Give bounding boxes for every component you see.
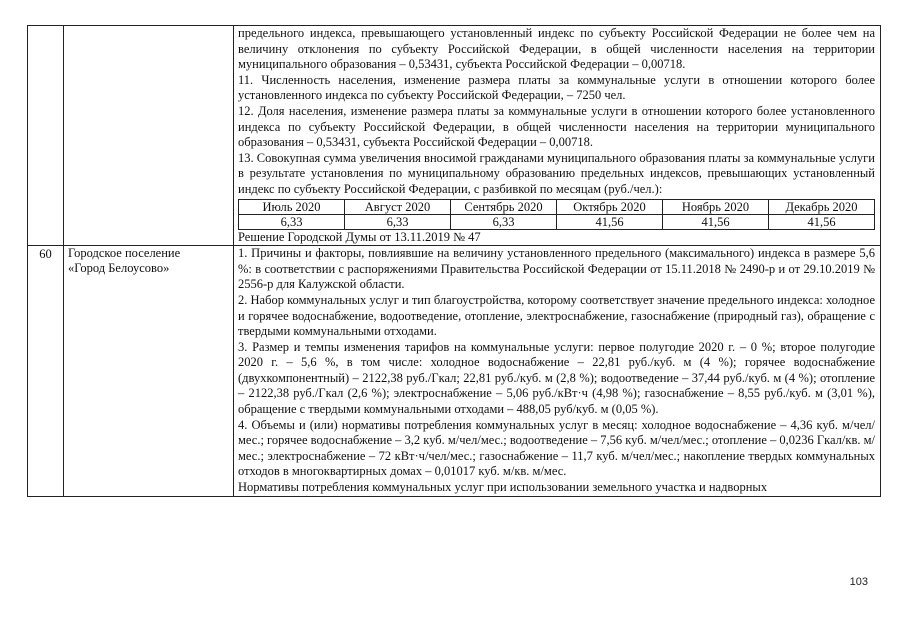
details-cell	[234, 26, 881, 246]
month-value: 41,56	[769, 214, 875, 229]
paragraph-13: 13. Совокупная сумма увеличения вносимой гражданами муниципального образования платы за коммунальные услуги в результате установления по муниципальному образованию предельных индексов, превышающих установленный индекс по субъекту Российской Федерации, с разбивкой по месяцам (руб./чел.):	[238, 150, 875, 196]
council-decision-reference: Решение Городской Думы от 13.11.2019 № 47	[238, 229, 481, 244]
months-value-row	[239, 214, 875, 229]
details-cell	[234, 246, 881, 497]
paragraph-2: 2. Набор коммунальных услуг и тип благоустройства, которому соответствует значение предельного индекса: холодное и горячее водоснабжение, водоотведение, отопление, электроснабжение, газоснабжение (природный газ), обращение с твердыми коммунальными отходами.	[238, 292, 875, 339]
monthly-increase-table	[238, 199, 875, 230]
paragraph-1: 1. Причины и факторы, повлиявшие на величину установленного предельного (максимального) индекса в размере 5,6 %: в соответствии с распоряжениями Правительства Российской Федерации от 15.11.2018 № 2490-р и от 29.10.2019 № 2556-р для Калужской области.	[238, 246, 875, 292]
municipal-index-table	[27, 25, 881, 497]
paragraph-12: 12. Доля населения, изменение размера платы за коммунальные услуги в отношении которого более установленного индекса по субъекту Российской Федерации, в общей численности населения на территории муниципального образования – 0,53431, субъекта Российской Федерации – 0,00718.	[238, 103, 875, 150]
municipality-name-line-2: «Город Белоусово»	[68, 261, 170, 276]
month-header: Ноябрь 2020	[663, 199, 769, 214]
document-table-wrapper	[27, 25, 881, 497]
month-header: Декабрь 2020	[769, 199, 875, 214]
month-header: Август 2020	[345, 199, 451, 214]
month-value: 6,33	[451, 214, 557, 229]
row-number-cell	[28, 246, 64, 497]
paragraph-5-start: Нормативы потребления коммунальных услуг при использовании земельного участка и надворных	[238, 480, 768, 495]
month-value: 6,33	[345, 214, 451, 229]
municipality-cell	[64, 26, 234, 246]
row-number-cell	[28, 26, 64, 246]
municipality-name-line-1: Городское поселение	[68, 246, 181, 261]
paragraph-11: 11. Численность населения, изменение размера платы за коммунальные услуги в отношении которого более установленного индекса по субъекту Российской Федерации, – 7250 чел.	[238, 72, 875, 103]
paragraph-4: 4. Объемы и (или) нормативы потребления коммунальных услуг в месяц: холодное водоснабжение – 4,36 куб. м/чел/мес.; горячее водоснабжение – 3,2 куб. м/чел/мес.; водоотведение – 7,56 куб. м/чел/мес.; отопление – 0,0236 Гкал/кв. м/мес.; электроснабжение – 72 кВт·ч/чел/мес.; газоснабжение – 11,7 куб. м/чел/мес.; накопление твердых коммунальных отходов в многоквартирных домах – 0,01017 куб. м/кв. м/мес.	[238, 417, 875, 479]
paragraph-3: 3. Размер и темпы изменения тарифов на коммунальные услуги: первое полугодие 2020 г. – 0 %; второе полугодие 2020 г. – 5,6 %, в том числе: холодное водоснабжение – 22,81 руб./куб. м (4 %); горячее водоснабжение (двухкомпонентный) – 2122,38 руб./Гкал; 22,81 руб./куб. м (2,8 %); водоотведение – 37,44 руб./куб. м (4 %); отопление – 2122,38 руб./Гкал (2,6 %); электроснабжение – 5,06 руб./кВт·ч (4,98 %); газоснабжение – 8,55 руб./куб. м (3,01 %), обращение с твердыми коммунальными отходами – 488,05 руб/куб. м (0,05 %).	[238, 339, 875, 417]
row-number	[28, 26, 63, 27]
municipality-cell	[64, 246, 234, 497]
month-header: Сентябрь 2020	[451, 199, 557, 214]
month-value: 41,56	[557, 214, 663, 229]
paragraph-10-tail: предельного индекса, превышающего установленный индекс по субъекту Российской Федерации не более чем на величину отклонения по субъекту Российской Федерации, в общей численности населения на территории муниципального образования – 0,53431, субъекта Российской Федерации – 0,00718.	[238, 26, 875, 72]
table-row-60	[28, 246, 881, 497]
month-value: 41,56	[663, 214, 769, 229]
months-header-row	[239, 199, 875, 214]
table-row-continuation	[28, 26, 881, 246]
month-header: Октябрь 2020	[557, 199, 663, 214]
row-number: 60	[39, 247, 52, 262]
page-number: 103	[849, 576, 868, 588]
month-value: 6,33	[239, 214, 345, 229]
month-header: Июль 2020	[239, 199, 345, 214]
